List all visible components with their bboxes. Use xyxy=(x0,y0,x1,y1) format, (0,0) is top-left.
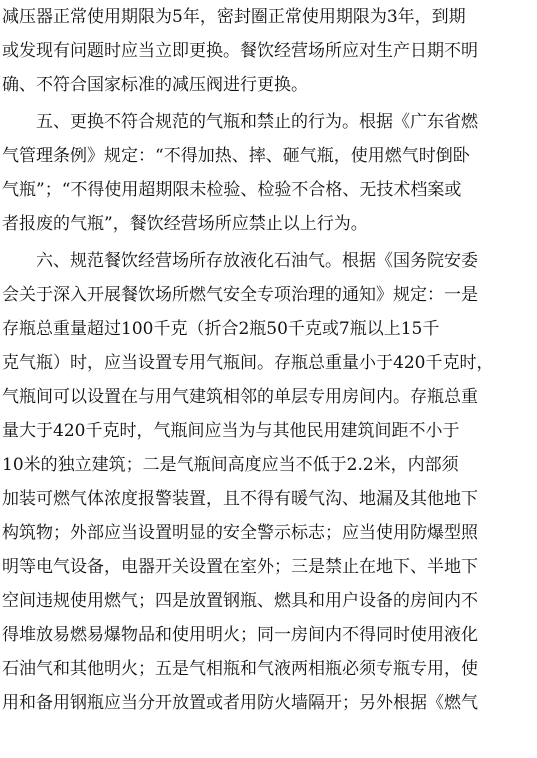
section-five-heading-line: 五、更换不符合规范的气瓶和禁止的行为。根据《广东省燃 xyxy=(36,112,478,132)
paragraph-line-16: 构筑物；外部应当设置明显的安全警示标志；应当使用防爆型照 xyxy=(2,523,478,543)
paragraph-line-3: 确、不符合国家标准的减压阀进行更换。 xyxy=(2,75,308,95)
paragraph-line-11: 克气瓶）时，应当设置专用气瓶间。存瓶总重量小于420千克时， xyxy=(2,353,494,373)
paragraph-line-20: 石油气和其他明火；五是气相瓶和气液两相瓶必须专瓶专用，使 xyxy=(2,659,478,679)
paragraph-line-6: 气瓶”；“不得使用超期限未检验、检验不合格、无技术档案或 xyxy=(2,180,462,200)
paragraph-line-12: 气瓶间可以设置在与用气建筑相邻的单层专用房间内。存瓶总重 xyxy=(2,387,478,407)
paragraph-line-7: 者报废的气瓶”，餐饮经营场所应禁止以上行为。 xyxy=(2,214,368,234)
paragraph-line-1: 减压器正常使用期限为5年，密封圈正常使用期限为3年，到期 xyxy=(2,7,466,27)
section-six-heading-line: 六、规范餐饮经营场所存放液化石油气。根据《国务院安委 xyxy=(36,251,478,271)
paragraph-line-15: 加装可燃气体浓度报警装置，且不得有暖气沟、地漏及其他地下 xyxy=(2,489,478,509)
paragraph-line-13: 量大于420千克时，气瓶间应当为与其他民用建筑间距不小于 xyxy=(2,421,460,441)
paragraph-line-14: 10米的独立建筑；二是气瓶间高度应当不低于2.2米，内部须 xyxy=(2,455,459,475)
paragraph-line-2: 或发现有问题时应当立即更换。餐饮经营场所应对生产日期不明 xyxy=(2,41,478,61)
paragraph-line-10: 存瓶总重量超过100千克（折合2瓶50千克或7瓶以上15千 xyxy=(2,319,440,339)
paragraph-line-21: 用和备用钢瓶应当分开放置或者用防火墙隔开；另外根据《燃气 xyxy=(2,693,478,713)
paragraph-line-5: 气管理条例》规定：“不得加热、摔、砸气瓶，使用燃气时倒卧 xyxy=(2,146,470,166)
paragraph-line-17: 明等电气设备，电器开关设置在室外；三是禁止在地下、半地下 xyxy=(2,557,478,577)
paragraph-line-9: 会关于深入开展餐饮场所燃气安全专项治理的通知》规定：一是 xyxy=(2,285,478,305)
paragraph-line-19: 得堆放易燃易爆物品和使用明火；同一房间内不得同时使用液化 xyxy=(2,625,478,645)
paragraph-line-18: 空间违规使用燃气；四是放置钢瓶、燃具和用户设备的房间内不 xyxy=(2,591,478,611)
